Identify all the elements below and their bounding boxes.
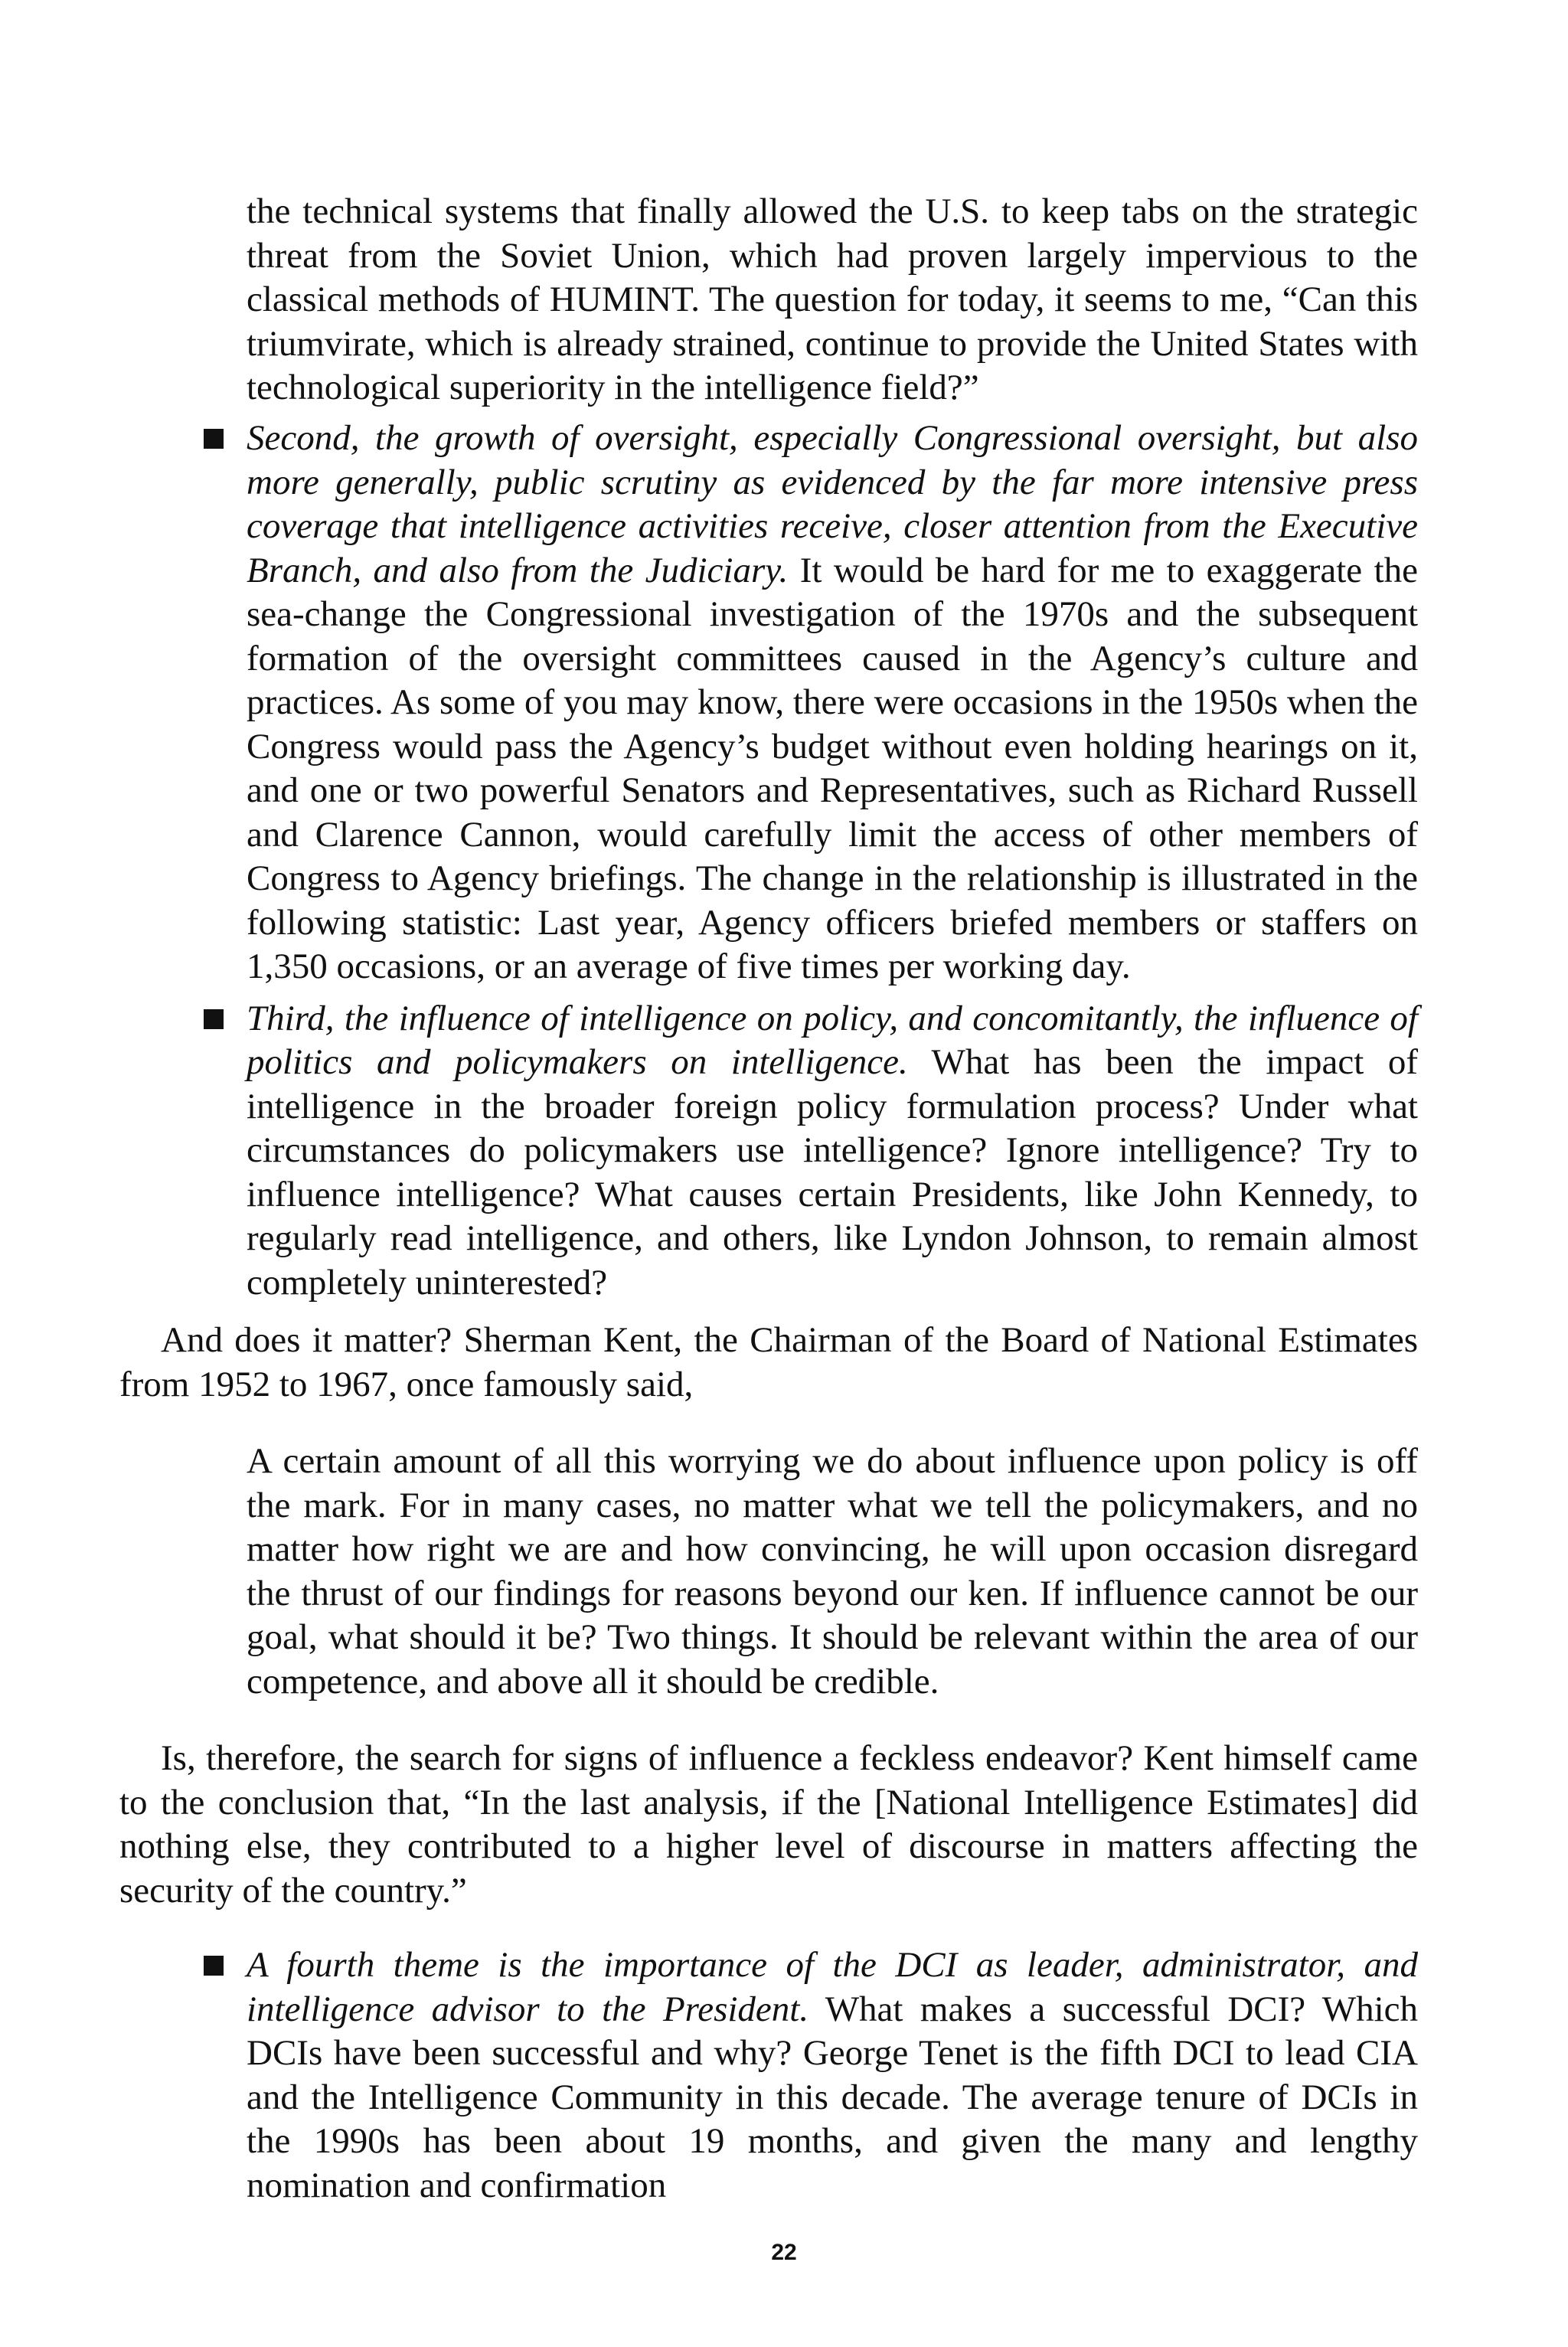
block-quote: A certain amount of all this worrying we do about influence upon policy is off the mark. For in many cases, no matter what we tell the policymakers, and no matter how right we are and how convincing, he will upon occasion disregard the thrust of our findings for reasons beyond our ken. If influence cannot be our goal, what should it be? Two things. It should be relevant within the area of our competence, and above all it should be credible.: [247, 1441, 1418, 1701]
bullet-lead-italic: A fourth theme is the importance of the DCI as leader, administrator, and intelligence advisor to the President.: [247, 1945, 1418, 2029]
theme-bullet-list-continued: [201, 1943, 1418, 2208]
continuation-paragraph: the technical systems that finally allowed the U.S. to keep tabs on the strategic threat from the Soviet Union, which had proven largely impervious to the classical methods of HUMINT. The question for today, it seems to me, “Can this triumvirate, which is already strained, continue to provide the United States with technological superiority in the intelligence field?”: [247, 191, 1418, 407]
bullet-body: What makes a successful DCI? Which DCIs have been successful and why? George Tenet is the fifth DCI to lead CIA and the Intelligence Community in this decade. The average tenure of DCIs in the 1990s has been about 19 months, and given the many and lengthy nomination and confirmation: [247, 1989, 1418, 2205]
bullet-body: What has been the impact of intelligence in the broader foreign policy formulation process? Under what circumstances do policymakers use intelligence? Ignore intelligence? Try to influence intelligence? What causes certain Presidents, like John Kennedy, to regularly read intelligence, and others, like Lyndon Johnson, to remain almost completely uninterested?: [247, 1042, 1418, 1303]
square-bullet-icon: [204, 1956, 224, 1976]
body-paragraph-conclusion: Is, therefore, the search for signs of influence a feckless endeavor? Kent himself came to the conclusion that, “In the last analysis, if the [National Intelligence Estimates] did nothing else, they contributed to a higher level of discourse in matters affecting the security of the country.”: [119, 1738, 1418, 1911]
body-paragraph-kent: And does it matter? Sherman Kent, the Chairman of the Board of National Estimates from 1952 to 1967, once famously said,: [119, 1320, 1418, 1404]
square-bullet-icon: [204, 1009, 224, 1029]
bullet-item-influence: [201, 997, 1418, 1306]
theme-bullet-list: [201, 417, 1418, 1312]
square-bullet-icon: [204, 429, 224, 449]
bullet-lead-italic: Third, the influence of intelligence on policy, and concomitantly, the influence of politics and policymakers on intelligence.: [247, 998, 1418, 1082]
page-number: 22: [771, 2240, 797, 2265]
bullet-body: It would be hard for me to exaggerate the sea-change the Congressional investigation of the 1970s and the subsequent formation of the oversight committees caused in the Agency’s culture and practices. As some of you may know, there were occasions in the 1950s when the Congress would pass the Agency’s budget without even holding hearings on it, and one or two powerful Senators and Representatives, such as Richard Russell and Clarence Cannon, would carefully limit the access of other members of Congress to Agency briefings. The change in the relationship is illustrated in the following statistic: Last year, Agency officers briefed members or staffers on 1,350 occasions, or an average of five times per working day.: [247, 550, 1418, 986]
bullet-item-dci: [201, 1943, 1418, 2208]
bullet-item-oversight: [201, 417, 1418, 989]
bullet-lead-italic: Second, the growth of oversight, especially Congressional oversight, but also more generally, public scrutiny as evidenced by the far more intensive press coverage that intelligence activities receive, closer attention from the Executive Branch, and also from the Judiciary.: [247, 418, 1418, 590]
